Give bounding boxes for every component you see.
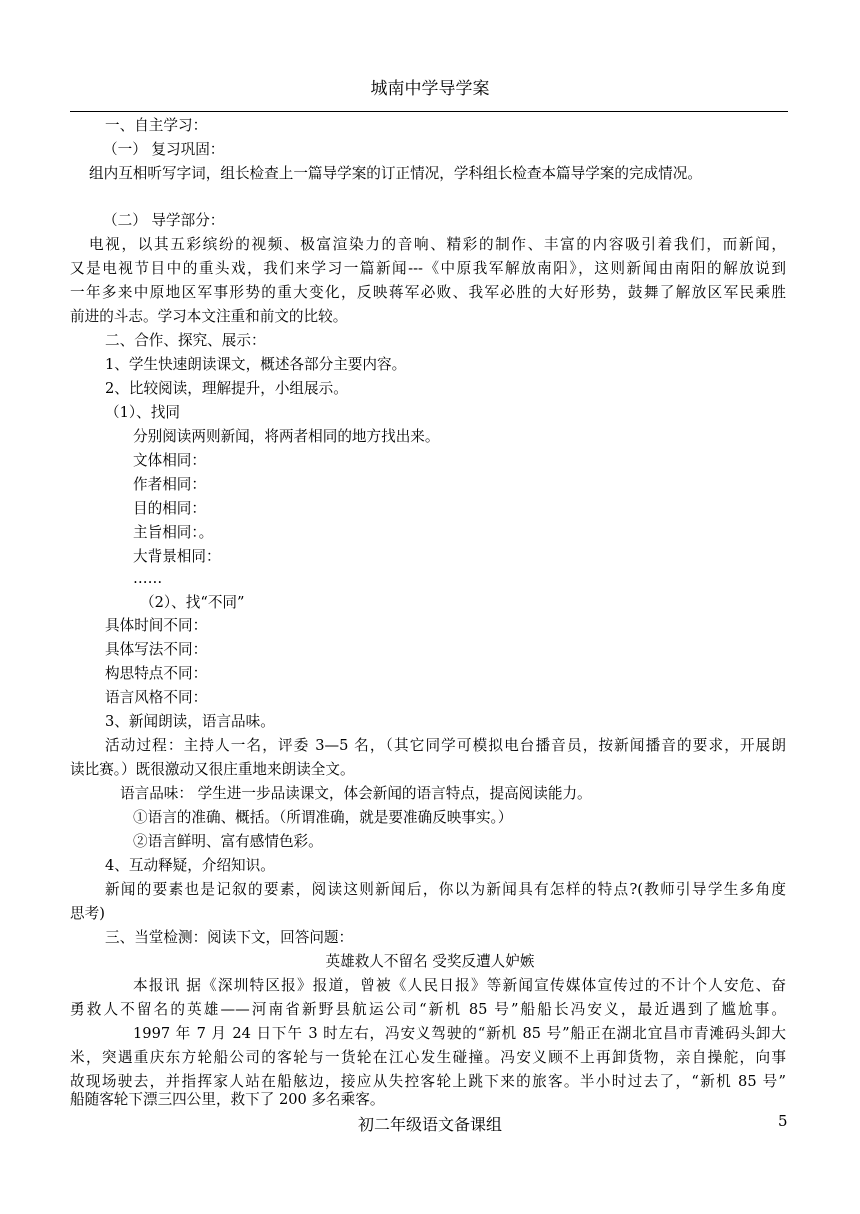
ellipsis: …… — [133, 570, 163, 587]
paragraph-line: 一年多来中原地区军事形势的重大变化，反映蒋军必败、我军必胜的大好形势，鼓舞了解放区军民乘胜 — [70, 284, 786, 301]
fill-in-item: 大背景相同： — [133, 548, 221, 565]
paragraph-line: 语言品味： 学生进一步品读课文，体会新闻的语言特点，提高阅读能力。 — [120, 785, 592, 802]
paragraph-line: 勇救人不留名的英雄——河南省新野县航运公司“新机 85 号”船船长冯安义，最近遇到了尴尬事。 — [70, 1001, 786, 1018]
fill-in-item: 文体相同： — [133, 452, 206, 469]
page-number: 5 — [778, 1112, 788, 1130]
paragraph-line: 组内互相听写字词，组长检查上一篇导学案的订正情况，学科组长检查本篇导学案的完成情况。 — [89, 165, 702, 182]
paragraph-line: 思考) — [70, 905, 105, 922]
paragraph-line: 新闻的要素也是记叙的要素，阅读这则新闻后，你以为新闻具有怎样的特点?(教师引导学生多角度 — [105, 881, 786, 898]
paragraph-line: 1997 年 7 月 24 日下午 3 时左右，冯安义驾驶的“新机 85 号”船正在湖北宜昌市青滩码头卸大 — [133, 1025, 786, 1042]
paragraph-line: 船随客轮下漂三四公里，救下了 200 多名乘客。 — [70, 1091, 385, 1108]
list-item: 3、新闻朗读，语言品味。 — [105, 713, 275, 730]
fill-in-item: 主旨相同：。 — [133, 524, 214, 541]
paragraph-line: 活动过程：主持人一名，评委 3—5 名，（其它同学可模拟电台播音员，按新闻播音的要求，开展朗 — [105, 737, 786, 754]
list-item: 2、比较阅读，理解提升，小组展示。 — [105, 380, 348, 397]
fill-in-item: 具体写法不同： — [105, 641, 208, 658]
section-heading: 一、自主学习： — [105, 117, 208, 134]
section-heading: 二、合作、探究、展示： — [105, 332, 266, 349]
fill-in-item: 具体时间不同： — [105, 617, 208, 634]
sub-list-heading: （2）、找“不同” — [140, 594, 245, 611]
paragraph-line: 电视，以其五彩缤纷的视频、极富渲染力的音响、精彩的制作、丰富的内容吸引着我们，而新闻， — [89, 236, 786, 253]
paragraph-line: 本报讯 据《深圳特区报》报道，曾被《人民日报》等新闻宣传媒体宣传过的不计个人安危、奋 — [133, 977, 786, 994]
footer-title: 初二年级语文备课组 — [357, 1115, 502, 1134]
fill-in-item: 构思特点不同： — [105, 665, 208, 682]
header-divider — [70, 111, 788, 112]
paragraph-line: 故现场驶去，并指挥家人站在船舷边，接应从失控客轮上跳下来的旅客。半小时过去了，“新机 85 号” — [70, 1073, 786, 1090]
fill-in-item: 语言风格不同： — [105, 689, 208, 706]
list-item: 1、学生快速朗读课文，概述各部分主要内容。 — [105, 356, 407, 373]
article-title: 英雄救人不留名 受奖反遭人妒嫉 — [325, 953, 535, 970]
paragraph-line: 分别阅读两则新闻，将两者相同的地方找出来。 — [133, 428, 440, 445]
fill-in-item: 作者相同： — [133, 476, 206, 493]
sub-list-heading: （1）、找同 — [105, 404, 180, 421]
paragraph-line: 读比赛。）既很激动又很庄重地来朗读全文。 — [70, 761, 355, 778]
list-item: 4、互动释疑，介绍知识。 — [105, 857, 275, 874]
subsection-heading: （一） 复习巩固： — [103, 141, 225, 158]
subsection-heading: （二） 导学部分： — [103, 212, 225, 229]
list-item: ①语言的准确、概括。（所谓准确，就是要准确反映事实。） — [133, 809, 513, 826]
section-heading: 三、当堂检测：阅读下文，回答问题： — [105, 929, 354, 946]
fill-in-item: 目的相同： — [133, 500, 206, 517]
paragraph-line: 前进的斗志。学习本文注重和前文的比较。 — [70, 308, 348, 325]
list-item: ②语言鲜明、富有感情色彩。 — [133, 833, 323, 850]
page-header-title: 城南中学导学案 — [370, 79, 490, 99]
paragraph-line: 又是电视节目中的重头戏，我们来学习一篇新闻---《中原我军解放南阳》，这则新闻由南阳的解放说到 — [70, 260, 786, 277]
paragraph-line: 米，突遇重庆东方轮船公司的客轮与一货轮在江心发生碰撞。冯安义顾不上再卸货物，亲自操舵，向事 — [70, 1049, 786, 1066]
